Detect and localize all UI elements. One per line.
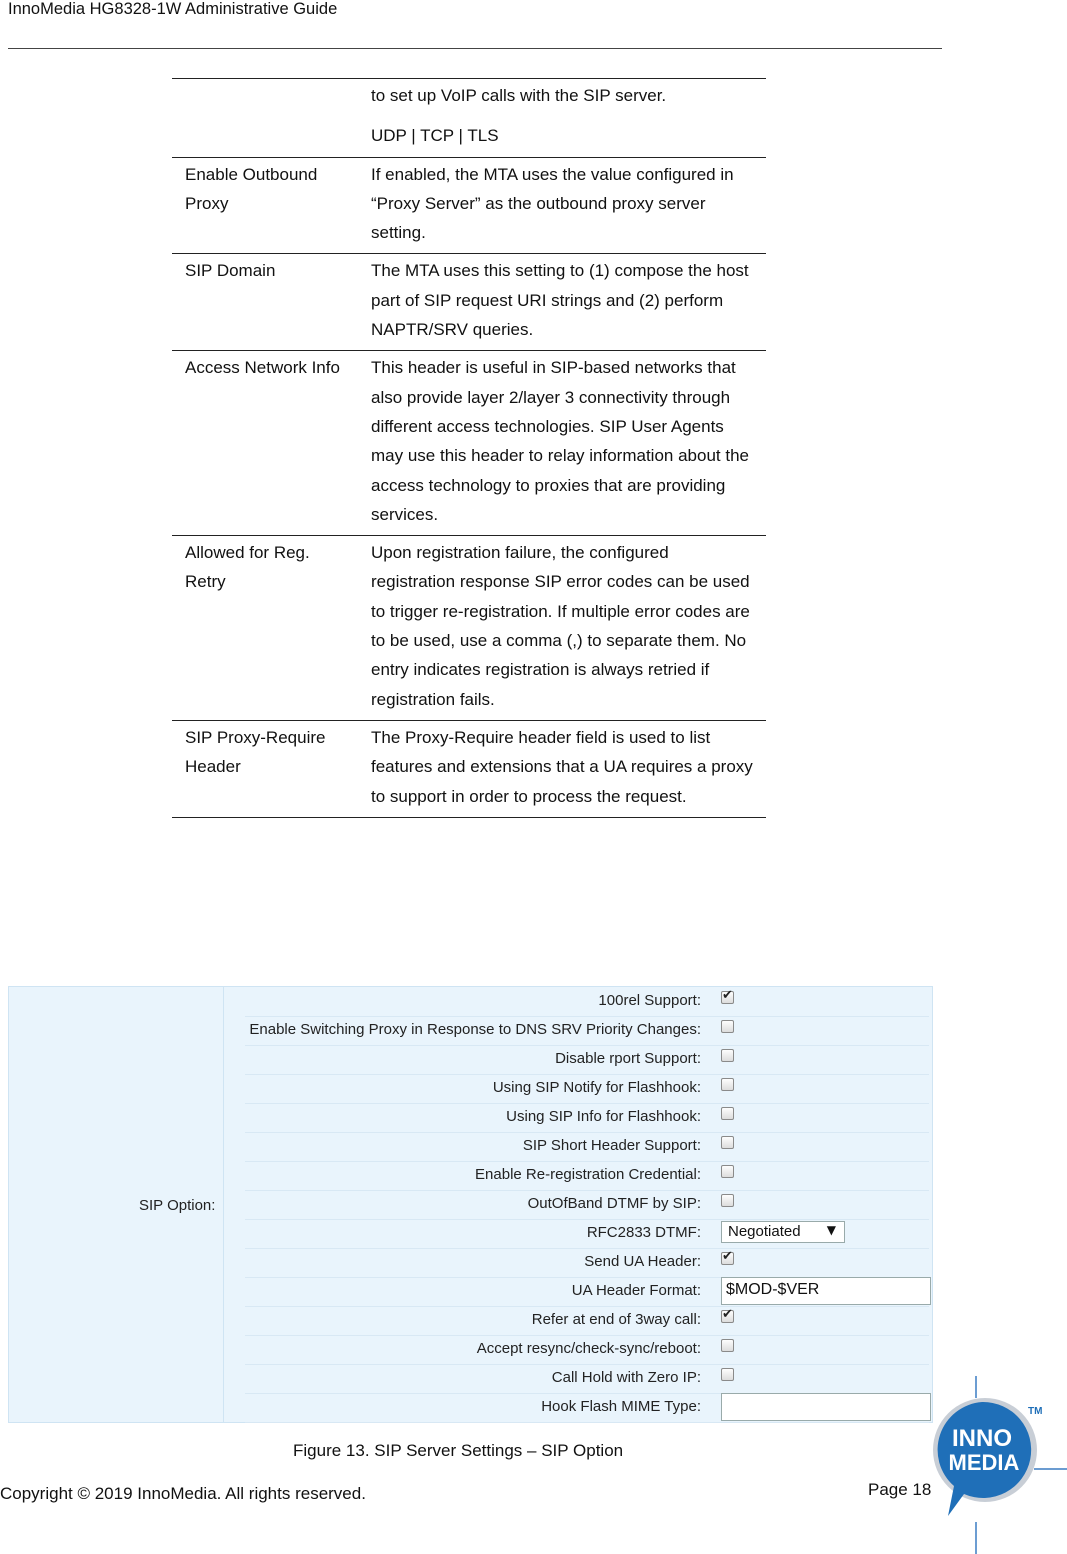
option-checkbox[interactable] [721, 1020, 734, 1033]
option-checkbox[interactable] [721, 1049, 734, 1062]
option-row [245, 1045, 929, 1075]
rfc2833-dtmf-select[interactable] [721, 1221, 845, 1243]
option-checkbox[interactable] [721, 1310, 734, 1323]
option-checkbox[interactable] [721, 1368, 734, 1381]
option-label: Refer at end of 3way call: [531, 1311, 701, 1328]
header-title: InnoMedia HG8328-1W Administrative Guide [8, 0, 338, 18]
option-checkbox[interactable] [721, 1107, 734, 1120]
option-row [245, 1132, 929, 1162]
option-checkbox[interactable] [721, 1078, 734, 1091]
option-checkbox[interactable] [721, 1252, 734, 1265]
option-label: Enable Re-registration Credential: [475, 1166, 701, 1183]
parameter-name: Allowed for Reg. Retry [185, 543, 310, 592]
table-row [172, 79, 766, 158]
description-paragraph: UDP | TCP | TLS [371, 126, 499, 146]
copyright: Copyright © 2019 InnoMedia. All rights reserved. [0, 1484, 366, 1503]
option-label: Hook Flash MIME Type: [541, 1398, 701, 1415]
parameter-description [361, 720, 766, 817]
page-number: Page 18 [868, 1480, 932, 1499]
option-label: Disable rport Support: [555, 1050, 701, 1067]
description-paragraph: The MTA uses this setting to (1) compose the host part of SIP request URI strings and (2) perform NAPTR/SRV queries. [371, 261, 749, 340]
option-label: UA Header Format: [571, 1282, 701, 1299]
option-text-input[interactable] [721, 1393, 931, 1421]
option-row [245, 1190, 929, 1220]
description-paragraph: Upon registration failure, the configured registration response SIP error codes can be used to trigger re-registration. If multiple error codes are to be used, use a comma (,) to separate them. No entry indicates registration is always retried if registration fails. [371, 543, 750, 709]
option-checkbox[interactable] [721, 991, 734, 1004]
parameter-name: Access Network Info [185, 358, 340, 378]
sip-option-screenshot [8, 986, 933, 1423]
option-label: SIP Short Header Support: [522, 1137, 701, 1154]
option-row [245, 1219, 929, 1249]
table-row [172, 720, 766, 817]
option-row [245, 1335, 929, 1365]
option-label: Using SIP Info for Flashhook: [506, 1108, 701, 1125]
option-label: RFC2833 DTMF: [586, 1224, 701, 1241]
option-checkbox[interactable] [721, 1165, 734, 1178]
description-paragraph: If enabled, the MTA uses the value configured in “Proxy Server” as the outbound proxy server setting. [371, 164, 734, 243]
parameter-name [172, 79, 361, 158]
parameter-description [361, 79, 766, 158]
sip-option-label: SIP Option: [139, 1197, 216, 1214]
logo-tm: TM [1028, 1406, 1043, 1417]
table-row [172, 157, 766, 254]
option-checkbox[interactable] [721, 1339, 734, 1352]
option-checkbox[interactable] [721, 1194, 734, 1207]
option-row [245, 1016, 929, 1046]
option-label: Using SIP Notify for Flashhook: [492, 1079, 701, 1096]
option-row [245, 1074, 929, 1104]
option-label: Accept resync/check-sync/reboot: [476, 1340, 701, 1357]
parameter-name: Enable Outbound Proxy [185, 164, 318, 213]
option-row [245, 1103, 929, 1133]
option-row [245, 1306, 929, 1336]
option-row [245, 1393, 929, 1423]
select-value: Negotiated [728, 1223, 801, 1240]
parameter-table [172, 78, 766, 818]
parameter-name: SIP Domain [185, 261, 276, 281]
option-label: Call Hold with Zero IP: [551, 1369, 701, 1386]
logo-text-media: MEDIA [948, 1450, 1020, 1475]
innomedia-logo [930, 1376, 1067, 1554]
parameter-description [361, 157, 766, 254]
option-row [245, 1248, 929, 1278]
dropdown-arrow-icon: ▼ [826, 1223, 836, 1237]
option-label: Enable Switching Proxy in Response to DNS SRV Priority Changes: [249, 1021, 701, 1038]
table-row [172, 254, 766, 351]
table-row [172, 351, 766, 536]
option-text-input[interactable]: $MOD-$VER [721, 1277, 931, 1305]
parameter-description [361, 254, 766, 351]
parameter-description [361, 536, 766, 721]
option-checkbox[interactable] [721, 1136, 734, 1149]
option-label: OutOfBand DTMF by SIP: [527, 1195, 701, 1212]
header-divider [8, 48, 942, 49]
option-row [245, 1161, 929, 1191]
description-paragraph: The Proxy-Require header field is used to list features and extensions that a UA requires a proxy to support in order to process the request. [371, 727, 753, 806]
description-paragraph: This header is useful in SIP-based networks that also provide layer 2/layer 3 connectivity through different access technologies. SIP User Agents may use this header to relay information about the access technology to proxies that are providing services. [371, 358, 749, 524]
option-row [245, 987, 929, 1017]
parameter-description [361, 351, 766, 536]
table-row [172, 536, 766, 721]
figure-caption: Figure 13. SIP Server Settings – SIP Option [293, 1441, 624, 1460]
option-row [245, 1277, 929, 1307]
parameter-name: SIP Proxy-Require Header [185, 727, 326, 777]
description-paragraph: to set up VoIP calls with the SIP server. [371, 86, 667, 105]
option-row [245, 1364, 929, 1394]
option-label: Send UA Header: [584, 1253, 701, 1270]
option-label: 100rel Support: [598, 992, 701, 1009]
logo-text-inno: INNO [952, 1425, 1012, 1452]
